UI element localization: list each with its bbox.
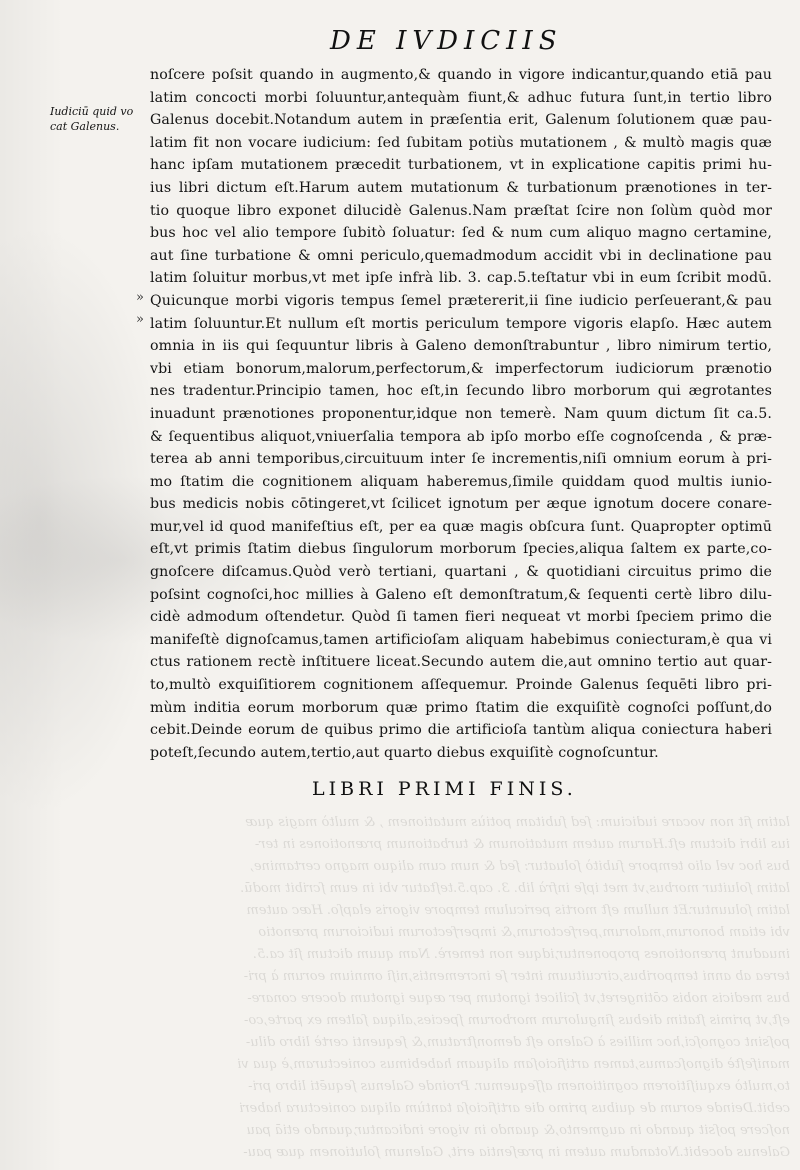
text-line: manifeſtè dignoſcamus,tamen artificioſam aliquam habebimus coniecturam,è qua vi [150,631,772,648]
quote-mark: » [136,290,144,305]
bleed-line: latim ſoluitur morbus,vt met ipſe infrà lib. 3. cap.5.teſtatur vbi in eum ſcribit modū. [240,881,790,896]
bleed-line: vbi etiam bonorum,malorum,perfectorum,& imperfectorum iudiciorum prænotio [258,925,790,940]
bleed-line: inuadunt prænotiones proponentur,idque non temerè. Nam quum dictum ſit ca.5. [252,947,790,962]
margin-note-line: Iudiciū quid vo [50,105,134,118]
text-line: poteſt,ſecundo autem,tertio,aut quarto diebus exquiſitè cognoſcuntur. [150,744,659,761]
text-line: poſsint cognoſci,hoc millies à Galeno eſt demonſtratum,& ſequenti certè libro dilu- [150,586,772,603]
text-line: omnia in iis qui ſequuntur libris à Galeno demonſtrabuntur , libro nimirum tertio, [150,338,772,355]
bleed-through-text [150,812,790,1170]
text-line: eſt,vt primis ſtatim diebus ſingulorum morborum ſpecies,aliqua ſaltem ex parte,co- [150,541,772,558]
bleed-line: noſcere poſsit quando in augmento,& quando in vigore indicantur,quando etiā pau [246,1123,790,1138]
running-head: DE IVDICIIS [330,26,563,56]
text-line: latim fit non vocare iudicium: ſed ſubitam potiùs mutationem , & multò magis quæ [150,134,772,151]
body-text [150,64,772,764]
text-line: mur,vel id quod manifeſtius eſt, per ea quæ magis obſcura ſunt. Quapropter optimū [150,518,772,535]
bleed-line: latim ſoluuntur.Et nullum eſt mortis periculum tempore vigoris elapſo. Hæc autem [246,903,790,918]
bleed-line: cebit.Deinde eorum de quibus primo die artificioſa tantùm aliqua coniectura haberi [239,1101,790,1116]
text-line: terea ab anni temporibus,circuituum inter ſe incrementis,niſi omnium eorum à pri- [150,451,772,468]
text-line: latim ſoluitur morbus,vt met ipſe infrà lib. 3. cap.5.teſtatur vbi in eum ſcribit modū. [150,270,772,287]
text-line: latim ſoluuntur.Et nullum eſt mortis periculum tempore vigoris elapſo. Hæc autem [150,315,772,332]
margin-note-line: cat Galenus. [50,120,120,133]
text-line: ctus rationem rectè inſtituere liceat.Secundo autem die,aut omnino tertio aut quar- [150,654,772,671]
text-line: bus medicis nobis cōtingeret,vt ſcilicet ignotum per æque ignotum docere conare- [150,496,772,513]
text-line: gnoſcere diſcamus.Quòd verò tertiani, quartani , & quotidiani circuitus primo die [150,564,772,581]
bleed-line: manifeſtè dignoſcamus,tamen artificioſam aliquam habebimus coniecturam,è qua vi [237,1057,790,1072]
bleed-line: poſsint cognoſci,hoc millies à Galeno eſt demonſtratum,& ſequenti certè libro dilu- [245,1035,790,1050]
text-line: latim concocti morbi ſoluuntur,antequàm fiunt,& adhuc futura ſunt,in tertio libro [150,89,772,106]
bleed-line: eſt,vt primis ſtatim diebus ſingulorum morborum ſpecies,aliqua ſaltem ex parte,co- [244,1013,790,1028]
text-line: mo ſtatim die cognitionem aliquam haberemus,ſimile quiddam quod multis iunio- [150,473,772,490]
text-line: aut ſine turbatione & omni periculo,quemadmodum accidit vbi in declinatione pau [150,247,772,264]
text-line: ius libri dictum eſt.Harum autem mutationum & turbationum prænotiones in ter- [150,179,772,196]
text-line: cebit.Deinde eorum de quibus primo die artificioſa tantùm aliqua coniectura haberi [150,722,772,739]
book-end-heading: LIBRI PRIMI FINIS. [312,778,577,800]
text-line: hanc ipſam mutationem præcedit turbationem, vt in explicatione capitis primi hu- [150,157,772,174]
text-line: nes tradentur.Principio tamen, hoc eſt,in ſecundo libro morborum qui ægrotantes [150,383,772,400]
bleed-line: bus medicis nobis cōtingeret,vt ſcilicet ignotum per æque ignotum docere conare- [247,991,790,1006]
text-line: bus hoc vel alio tempore ſubitò ſoluatur: ſed & num cum aliquo magno certamine, [150,225,772,242]
text-line: Galenus docebit.Notandum autem in præſentia erit, Galenum ſolutionem quæ pau- [150,112,772,129]
text-line: & ſequentibus aliquot,vniuerſalia tempora ab ipſo morbo eſſe cognoſcenda , & præ- [150,428,772,445]
bleed-line: latim fit non vocare iudicium: ſed ſubitam potiùs mutationem , & multò magis quæ [245,815,790,830]
bleed-line: terea ab anni temporibus,circuituum inter ſe incrementis,niſi omnium eorum à pri- [243,969,790,984]
text-line: mùm inditia eorum morborum quæ primo ſtatim die exquiſitè cognoſci poſſunt,do [150,699,772,716]
quote-mark: » [136,312,144,327]
text-line: Quicunque morbi vigoris tempus ſemel prætererit,ii ſine iudicio perſeuerant,& pau [150,292,772,309]
text-line: inuadunt prænotiones proponentur,idque non temerè. Nam quum dictum ſit ca.5. [150,405,772,422]
text-line: to,multò exquiſitiorem cognitionem aſſequemur. Proinde Galenus ſequēti libro pri- [150,677,772,694]
bleed-line: to,multò exquiſitiorem cognitionem aſſequemur. Proinde Galenus ſequēti libro pri- [248,1079,790,1094]
margin-note [50,104,145,134]
bleed-line: Galenus docebit.Notandum autem in præſentia erit, Galenum ſolutionem quæ pau- [243,1145,790,1160]
text-line: vbi etiam bonorum,malorum,perfectorum,& imperfectorum iudiciorum prænotio [150,360,772,377]
text-line: noſcere poſsit quando in augmento,& quando in vigore indicantur,quando etiā pau [150,67,772,83]
bleed-line: ius libri dictum eſt.Harum autem mutationum & turbationum prænotiones in ter- [254,837,790,852]
text-line: tio quoque libro exponet dilucidè Galenus.Nam præſtat ſcire non ſolùm quòd mor [150,202,772,219]
text-line: cidè admodum oſtendetur. Quòd ſi tamen fieri nequeat vt morbi ſpeciem primo die [150,609,772,626]
bleed-line: bus hoc vel alio tempore ſubitò ſoluatur: ſed & num cum aliquo magno certamine, [249,859,790,874]
